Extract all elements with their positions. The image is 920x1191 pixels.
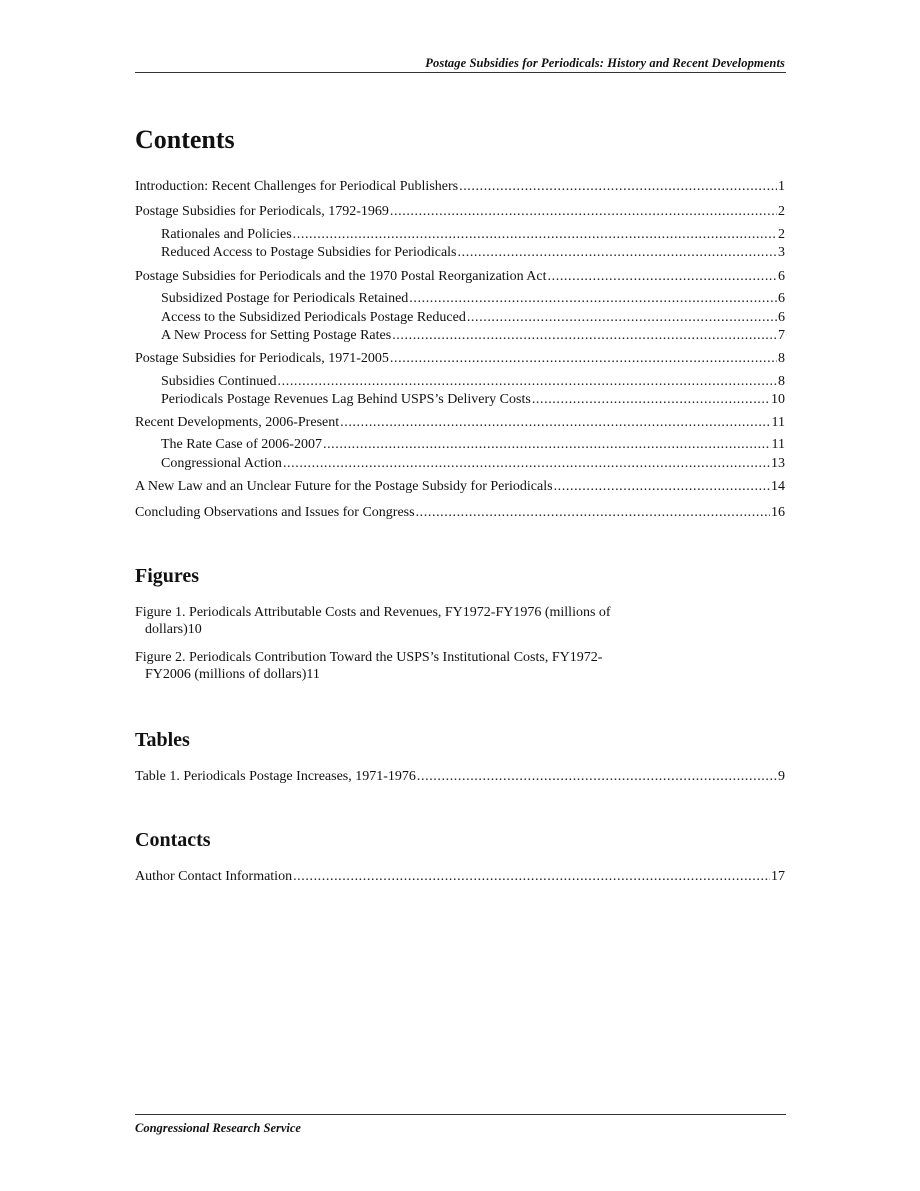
table-entry[interactable] xyxy=(135,768,785,785)
toc-entry-title: The Rate Case of 2006-2007 xyxy=(161,437,322,452)
figure-entry-page: 10 xyxy=(187,622,202,637)
dot-leader xyxy=(409,290,777,307)
dot-leader xyxy=(392,327,777,344)
table-entry-page: 9 xyxy=(778,769,785,784)
dot-leader xyxy=(532,391,770,408)
toc-entry[interactable] xyxy=(135,478,785,495)
toc-entry[interactable] xyxy=(135,203,785,220)
figures-heading: Figures xyxy=(135,565,200,587)
toc-subentry[interactable] xyxy=(161,226,785,243)
toc-entry-page: 8 xyxy=(778,374,785,389)
dot-leader xyxy=(417,768,777,785)
figure-entry-title-cont: dollars) xyxy=(145,622,188,637)
dot-leader xyxy=(293,868,770,885)
contact-entry-title: Author Contact Information xyxy=(135,869,293,884)
dot-leader xyxy=(278,373,777,390)
toc-entry[interactable] xyxy=(135,178,785,195)
dot-leader xyxy=(293,226,777,243)
toc-entry-title: Recent Developments, 2006-Present xyxy=(135,415,340,430)
toc-entry-page: 2 xyxy=(778,204,785,219)
toc-entry-title: Periodicals Postage Revenues Lag Behind USPS’s Delivery Costs xyxy=(161,392,531,407)
toc-entry-page: 16 xyxy=(771,505,785,520)
figure-entry[interactable] xyxy=(135,649,785,683)
figure-entry-title: Figure 2. Periodicals Contribution Toward the USPS’s Institutional Costs, FY1972- xyxy=(135,650,603,665)
dot-leader xyxy=(323,436,771,453)
dot-leader xyxy=(458,244,777,261)
toc-entry-title: Subsidized Postage for Periodicals Retained xyxy=(161,291,409,306)
toc-entry-title: Concluding Observations and Issues for Congress xyxy=(135,505,415,520)
toc-entry-title: Access to the Subsidized Periodicals Postage Reduced xyxy=(161,310,466,325)
toc-entry-page: 10 xyxy=(771,392,785,407)
toc-entry[interactable] xyxy=(135,268,785,285)
toc-entry-page: 14 xyxy=(771,479,785,494)
toc-entry-page: 1 xyxy=(778,179,785,194)
toc-entry-title: Rationales and Policies xyxy=(161,227,292,242)
dot-leader xyxy=(390,350,777,367)
toc-entry-page: 6 xyxy=(778,291,785,306)
table-entry-title: Table 1. Periodicals Postage Increases, 1971-1976 xyxy=(135,769,416,784)
contacts-heading: Contacts xyxy=(135,829,211,851)
dot-leader xyxy=(459,178,777,195)
toc-entry-title: Postage Subsidies for Periodicals, 1792-1969 xyxy=(135,204,389,219)
toc-entry-title: Reduced Access to Postage Subsidies for Periodicals xyxy=(161,245,457,260)
figure-entry-title-cont: FY2006 (millions of dollars) xyxy=(145,667,307,682)
toc-subentry[interactable] xyxy=(161,309,785,326)
toc-entry-title: Subsidies Continued xyxy=(161,374,277,389)
dot-leader xyxy=(283,455,770,472)
dot-leader xyxy=(548,268,777,285)
dot-leader xyxy=(416,504,770,521)
figure-entry-title: Figure 1. Periodicals Attributable Costs and Revenues, FY1972-FY1976 (millions of xyxy=(135,605,611,620)
dot-leader xyxy=(390,203,777,220)
contact-entry[interactable] xyxy=(135,868,785,885)
toc-entry[interactable] xyxy=(135,504,785,521)
dot-leader xyxy=(340,414,770,431)
toc-entry-page: 3 xyxy=(778,245,785,260)
toc-entry-page: 8 xyxy=(778,351,785,366)
toc-subentry[interactable] xyxy=(161,436,785,453)
tables-heading: Tables xyxy=(135,729,190,751)
toc-entry-page: 7 xyxy=(778,328,785,343)
toc-entry-title: Postage Subsidies for Periodicals, 1971-2005 xyxy=(135,351,389,366)
contact-entry-page: 17 xyxy=(771,869,785,884)
dot-leader xyxy=(467,309,777,326)
toc-entry-title: Introduction: Recent Challenges for Periodical Publishers xyxy=(135,179,459,194)
toc-entry-page: 6 xyxy=(778,310,785,325)
toc-entry[interactable] xyxy=(135,350,785,367)
toc-entry-page: 6 xyxy=(778,269,785,284)
toc-subentry[interactable] xyxy=(161,327,785,344)
footer-rule xyxy=(135,1114,786,1115)
toc-subentry[interactable] xyxy=(161,391,785,408)
contents-heading: Contents xyxy=(135,125,235,154)
header-rule xyxy=(135,72,786,73)
figure-entry-page: 11 xyxy=(306,667,320,682)
toc-entry-page: 11 xyxy=(771,415,785,430)
toc-subentry[interactable] xyxy=(161,373,785,390)
toc-subentry[interactable] xyxy=(161,290,785,307)
toc-entry-page: 11 xyxy=(771,437,785,452)
running-header: Postage Subsidies for Periodicals: History and Recent Developments xyxy=(425,56,785,70)
figure-entry[interactable] xyxy=(135,604,785,638)
toc-subentry[interactable] xyxy=(161,244,785,261)
toc-entry-title: A New Process for Setting Postage Rates xyxy=(161,328,392,343)
dot-leader xyxy=(554,478,770,495)
toc-entry-page: 2 xyxy=(778,227,785,242)
toc-entry-title: Congressional Action xyxy=(161,456,282,471)
footer-publisher: Congressional Research Service xyxy=(135,1121,301,1135)
toc-entry[interactable] xyxy=(135,414,785,431)
toc-subentry[interactable] xyxy=(161,455,785,472)
toc-entry-page: 13 xyxy=(771,456,785,471)
toc-entry-title: A New Law and an Unclear Future for the Postage Subsidy for Periodicals xyxy=(135,479,553,494)
toc-entry-title: Postage Subsidies for Periodicals and the 1970 Postal Reorganization Act xyxy=(135,269,547,284)
